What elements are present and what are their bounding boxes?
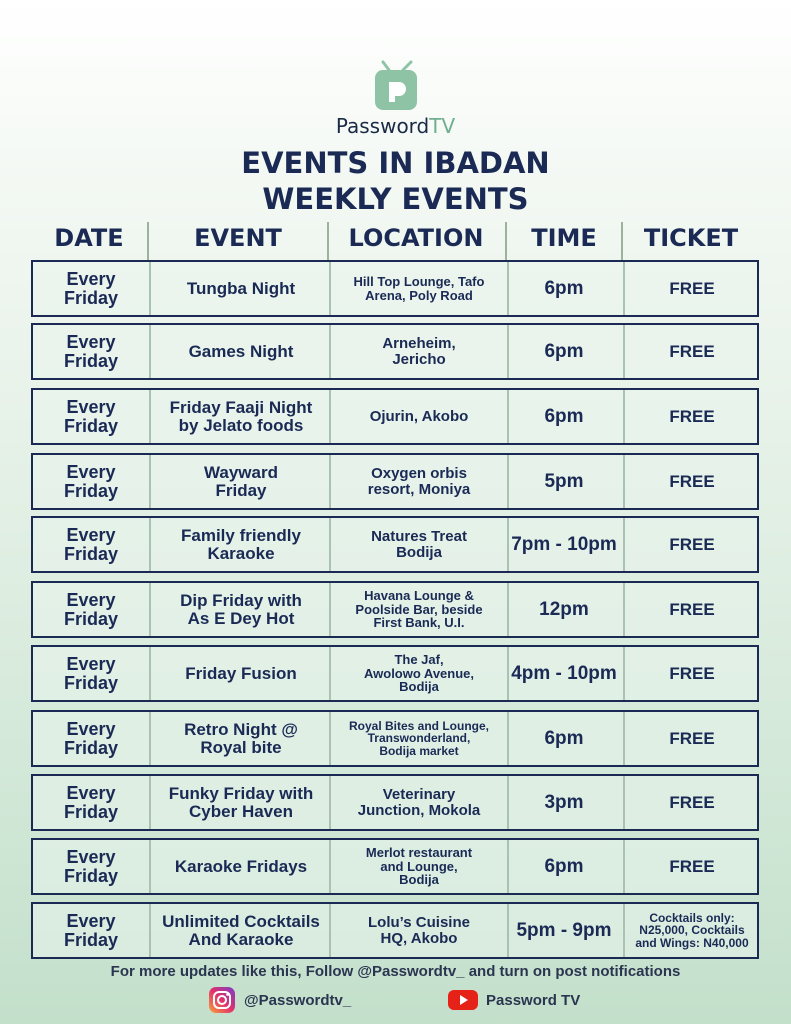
event-line: by Jelato foods [178, 415, 304, 435]
time-cell [505, 455, 623, 508]
location-line: Jericho [392, 350, 446, 368]
event-line: As E Dey Hot [187, 608, 295, 628]
page-subtitle: WEEKLY EVENTS [262, 182, 529, 216]
event-line: And Karaoke [188, 929, 294, 949]
location-line: Oxygen orbis [371, 464, 467, 482]
table-row [31, 453, 759, 510]
time-value: 3pm [544, 791, 584, 813]
event-line: Cyber Haven [189, 801, 293, 821]
location-cell [329, 390, 509, 443]
date-cell [33, 325, 149, 378]
time-cell [505, 583, 623, 636]
time-cell [505, 325, 623, 378]
event-cell [149, 904, 331, 957]
date-line: Every [66, 846, 116, 867]
date-line: Every [66, 524, 116, 545]
footer-text: For more updates like this, Follow @Passwordtv_ and turn on post notifications [110, 963, 681, 980]
date-line: Friday [63, 672, 119, 693]
event-line: Wayward [203, 462, 278, 482]
event-line: Retro Night @ [184, 719, 298, 739]
date-line: Every [66, 331, 116, 352]
location-cell [329, 904, 509, 957]
ticket-cell [623, 518, 759, 571]
event-line: Karaoke [207, 543, 275, 563]
location-line: Royal Bites and Lounge, [348, 718, 489, 733]
location-cell [329, 840, 509, 893]
time-cell [505, 840, 623, 893]
date-line: Every [66, 589, 116, 610]
table-row [31, 516, 759, 573]
page-title: EVENTS IN IBADAN [241, 146, 550, 180]
instagram-link[interactable] [208, 987, 351, 1013]
location-line: Arneheim, [382, 334, 456, 352]
location-line: Ojurin, Akobo [369, 407, 469, 425]
ticket-cell [623, 647, 759, 700]
location-cell [329, 647, 509, 700]
location-line: Lolu’s Cuisine [368, 913, 470, 931]
event-cell [149, 518, 331, 571]
location-line: Poolside Bar, beside [355, 601, 483, 617]
date-line: Every [66, 653, 116, 674]
date-line: Every [66, 718, 116, 739]
ticket-cell [623, 712, 759, 765]
time-value: 4pm - 10pm [511, 662, 617, 684]
event-cell [149, 262, 331, 315]
brand-name [0, 114, 791, 138]
date-line: Every [66, 268, 116, 289]
table-row [31, 902, 759, 959]
event-cell [149, 840, 331, 893]
location-line: First Bank, U.I. [373, 615, 465, 631]
event-line: Karaoke Fridays [174, 856, 308, 876]
table-row [31, 838, 759, 895]
time-value: 12pm [539, 598, 589, 620]
ticket-line: and Wings: N40,000 [635, 935, 749, 950]
header-time: TIME [531, 224, 597, 252]
header-date: DATE [54, 224, 124, 252]
time-cell [505, 390, 623, 443]
event-line: Family friendly [181, 525, 301, 545]
location-line: Junction, Mokola [357, 801, 481, 819]
ticket-cell [623, 840, 759, 893]
date-line: Friday [63, 480, 119, 501]
event-line: Friday Faaji Night [169, 397, 313, 417]
date-line: Friday [63, 350, 119, 371]
time-value: 7pm - 10pm [511, 533, 617, 555]
location-line: Bodija market [379, 743, 459, 758]
location-line: Bodija [399, 679, 439, 695]
ticket-cell [623, 583, 759, 636]
table-row [31, 774, 759, 831]
brand-name-main: Password [335, 114, 430, 138]
event-cell [149, 583, 331, 636]
ticket-line: FREE [669, 663, 715, 683]
time-value: 5pm - 9pm [516, 919, 612, 941]
date-line: Every [66, 396, 116, 417]
location-cell [329, 455, 509, 508]
date-line: Friday [63, 737, 119, 758]
location-line: Transwonderland, [367, 731, 471, 746]
time-cell [505, 647, 623, 700]
ticket-cell [623, 325, 759, 378]
date-cell [33, 518, 149, 571]
location-cell [329, 712, 509, 765]
location-line: Awolowo Avenue, [363, 665, 475, 681]
date-line: Every [66, 461, 116, 482]
date-cell [33, 390, 149, 443]
event-cell [149, 455, 331, 508]
ticket-line: N25,000, Cocktails [639, 923, 745, 938]
date-cell [33, 583, 149, 636]
date-cell [33, 776, 149, 829]
ticket-line: FREE [669, 599, 715, 619]
table-row [31, 388, 759, 445]
time-value: 6pm [544, 277, 584, 299]
time-cell [505, 712, 623, 765]
time-value: 6pm [544, 405, 584, 427]
table-row [31, 710, 759, 767]
location-cell [329, 583, 509, 636]
passwordtv-logo [0, 60, 791, 112]
date-line: Friday [63, 608, 119, 629]
event-line: Dip Friday with [180, 590, 302, 610]
youtube-link[interactable] [448, 987, 580, 1013]
location-line: Bodija [396, 543, 442, 561]
date-cell [33, 840, 149, 893]
table-row [31, 581, 759, 638]
time-value: 6pm [544, 727, 584, 749]
location-line: Natures Treat [371, 527, 467, 545]
event-line: Games Night [188, 341, 294, 361]
location-line: The Jaf, [394, 652, 444, 668]
date-cell [33, 712, 149, 765]
date-line: Friday [63, 415, 119, 436]
tv-logo-icon [373, 60, 419, 112]
date-line: Friday [63, 543, 119, 564]
youtube-name: Password TV [486, 991, 581, 1009]
time-value: 6pm [544, 855, 584, 877]
event-line: Unlimited Cocktails [162, 911, 320, 931]
location-line: Havana Lounge & [364, 588, 474, 604]
ticket-cell [623, 776, 759, 829]
date-line: Every [66, 910, 116, 931]
location-line: Merlot restaurant [365, 845, 473, 861]
event-line: Funky Friday with [168, 783, 314, 803]
table-row [31, 260, 759, 317]
location-cell [329, 518, 509, 571]
date-line: Every [66, 782, 116, 803]
ticket-cell [623, 262, 759, 315]
ticket-cell [623, 390, 759, 443]
event-cell [149, 647, 331, 700]
event-cell [149, 390, 331, 443]
ticket-line: FREE [669, 406, 715, 426]
table-row [31, 645, 759, 702]
header-ticket: TICKET [643, 224, 739, 252]
ticket-cell [623, 455, 759, 508]
date-cell [33, 904, 149, 957]
ticket-line: FREE [669, 278, 715, 298]
location-cell [329, 325, 509, 378]
header-location: LOCATION [348, 224, 484, 252]
time-cell [505, 262, 623, 315]
location-line: Hill Top Lounge, Tafo [353, 273, 485, 289]
event-line: Friday Fusion [185, 663, 297, 683]
date-line: Friday [63, 287, 119, 308]
event-cell [149, 712, 331, 765]
location-cell [329, 262, 509, 315]
instagram-icon [208, 986, 236, 1014]
table-row [31, 323, 759, 380]
instagram-handle: @Passwordtv_ [244, 991, 352, 1009]
date-cell [33, 455, 149, 508]
location-line: Veterinary [382, 785, 456, 803]
date-cell [33, 262, 149, 315]
ticket-cell [623, 904, 759, 957]
ticket-line: Cocktails only: [649, 910, 735, 925]
location-cell [329, 776, 509, 829]
time-cell [505, 904, 623, 957]
ticket-line: FREE [669, 792, 715, 812]
location-line: resort, Moniya [367, 480, 471, 498]
youtube-icon [448, 989, 478, 1011]
location-line: HQ, Akobo [380, 929, 458, 947]
ticket-line: FREE [669, 728, 715, 748]
time-value: 5pm [544, 470, 584, 492]
date-line: Friday [63, 801, 119, 822]
time-cell [505, 776, 623, 829]
ticket-line: FREE [669, 856, 715, 876]
location-line: Arena, Poly Road [365, 287, 473, 303]
date-line: Friday [63, 865, 119, 886]
date-line: Friday [63, 929, 119, 950]
ticket-line: FREE [669, 471, 715, 491]
location-line: and Lounge, [380, 858, 458, 874]
event-line: Tungba Night [186, 278, 296, 298]
header-event: EVENT [194, 224, 282, 252]
event-cell [149, 776, 331, 829]
time-cell [505, 518, 623, 571]
time-value: 6pm [544, 340, 584, 362]
brand-name-accent: TV [429, 114, 456, 138]
ticket-line: FREE [669, 341, 715, 361]
date-cell [33, 647, 149, 700]
event-line: Friday [215, 480, 267, 500]
location-line: Bodija [399, 872, 439, 888]
event-cell [149, 325, 331, 378]
event-line: Royal bite [200, 737, 282, 757]
ticket-line: FREE [669, 534, 715, 554]
